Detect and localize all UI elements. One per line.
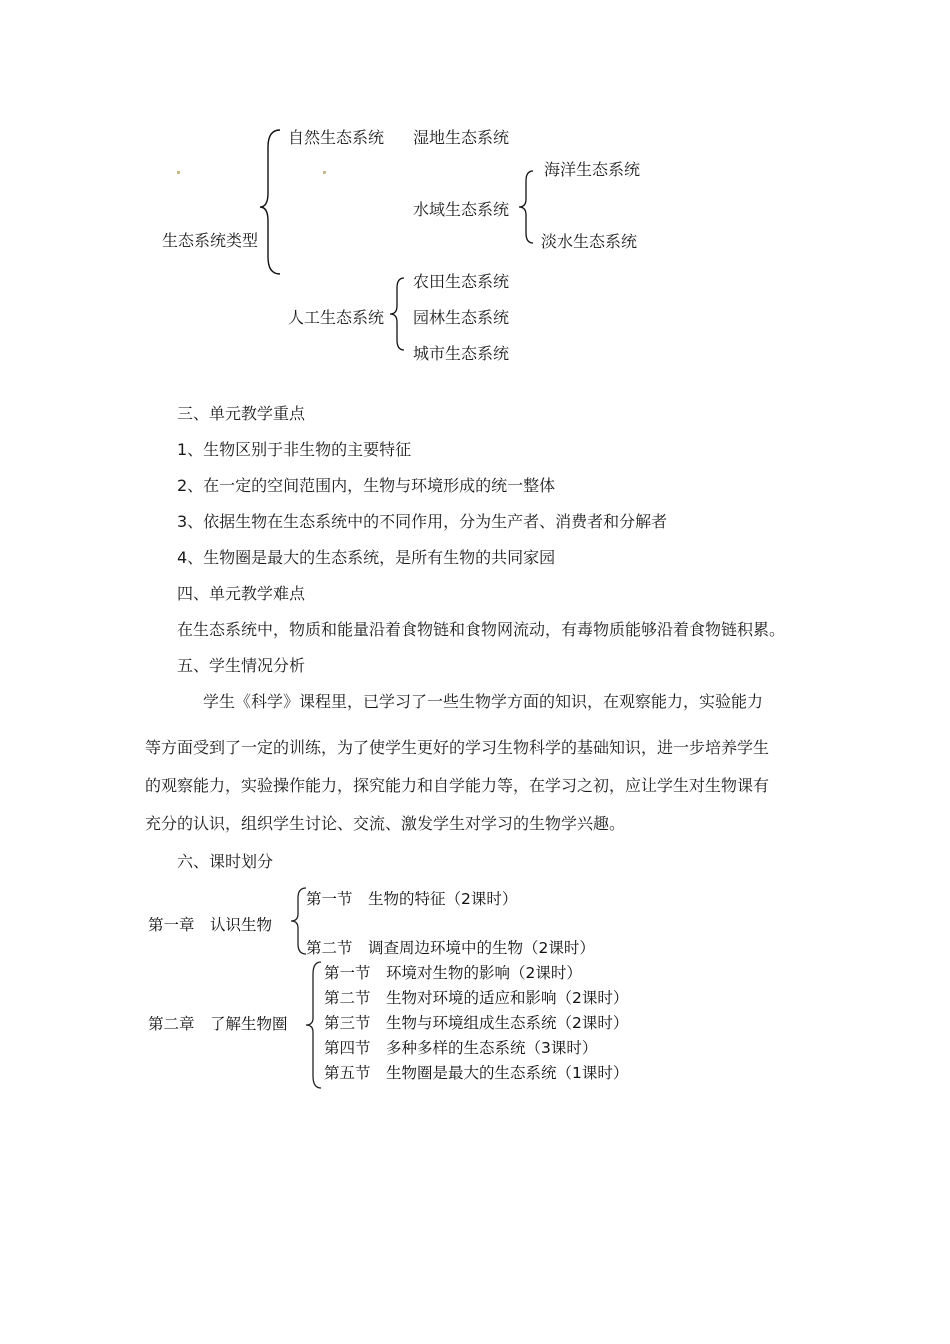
paragraph-line: 学生《科学》课程里，已学习了一些生物学方面的知识，在观察能力，实验能力 [203,692,764,711]
tree-farmland: 农田生态系统 [413,272,510,291]
list-item: 3、依据生物在生态系统中的不同作用，分为生产者、消费者和分解者 [177,512,668,531]
speck-mark [177,171,180,174]
tree-water-brace [516,169,538,245]
tree-wetland: 湿地生态系统 [413,128,510,147]
chapter-section: 第三节 生物与环境组成生态系统（2课时） [324,1014,629,1032]
chapter-section: 第一节 环境对生物的影响（2课时） [324,964,582,982]
tree-root-brace [258,127,288,277]
list-item: 4、生物圈是最大的生态系统，是所有生物的共同家园 [177,548,556,567]
tree-garden: 园林生态系统 [413,308,510,327]
tree-freshwater: 淡水生态系统 [541,232,638,251]
tree-natural: 自然生态系统 [288,128,385,147]
chapter-title: 第二章 了解生物圈 [148,1015,288,1033]
section-heading: 五、学生情况分析 [177,656,306,675]
chapter-title: 第一章 认识生物 [148,916,273,934]
list-item: 1、生物区别于非生物的主要特征 [177,440,412,459]
section-heading: 四、单元教学难点 [177,584,306,603]
paragraph: 在生态系统中，物质和能量沿着食物链和食物网流动，有毒物质能够沿着食物链积累。 [177,620,786,639]
tree-ocean: 海洋生态系统 [544,160,641,179]
tree-artificial-brace [387,276,409,352]
paragraph-line: 的观察能力，实验操作能力，探究能力和自学能力等，在学习之初，应让学生对生物课有 [145,776,770,795]
chapter-section: 第二节 调查周边环境中的生物（2课时） [306,939,595,957]
paragraph-line: 等方面受到了一定的训练，为了使学生更好的学习生物科学的基础知识，进一步培养学生 [145,738,770,757]
speck-mark [323,171,326,174]
tree-city: 城市生态系统 [413,344,510,363]
tree-water: 水域生态系统 [413,200,510,219]
paragraph-line: 充分的认识，组织学生讨论、交流、激发学生对学习的生物学兴趣。 [145,814,626,833]
tree-root: 生态系统类型 [162,231,259,250]
chapter-section: 第二节 生物对环境的适应和影响（2课时） [324,989,629,1007]
section-heading: 三、单元教学重点 [177,404,306,423]
tree-artificial: 人工生态系统 [288,308,385,327]
chapter-section: 第四节 多种多样的生态系统（3课时） [324,1039,598,1057]
chapter-section: 第五节 生物圈是最大的生态系统（1课时） [324,1064,629,1082]
chapter-section: 第一节 生物的特征（2课时） [306,890,518,908]
section-heading: 六、课时划分 [177,852,274,871]
list-item: 2、在一定的空间范围内，生物与环境形成的统一整体 [177,476,556,495]
